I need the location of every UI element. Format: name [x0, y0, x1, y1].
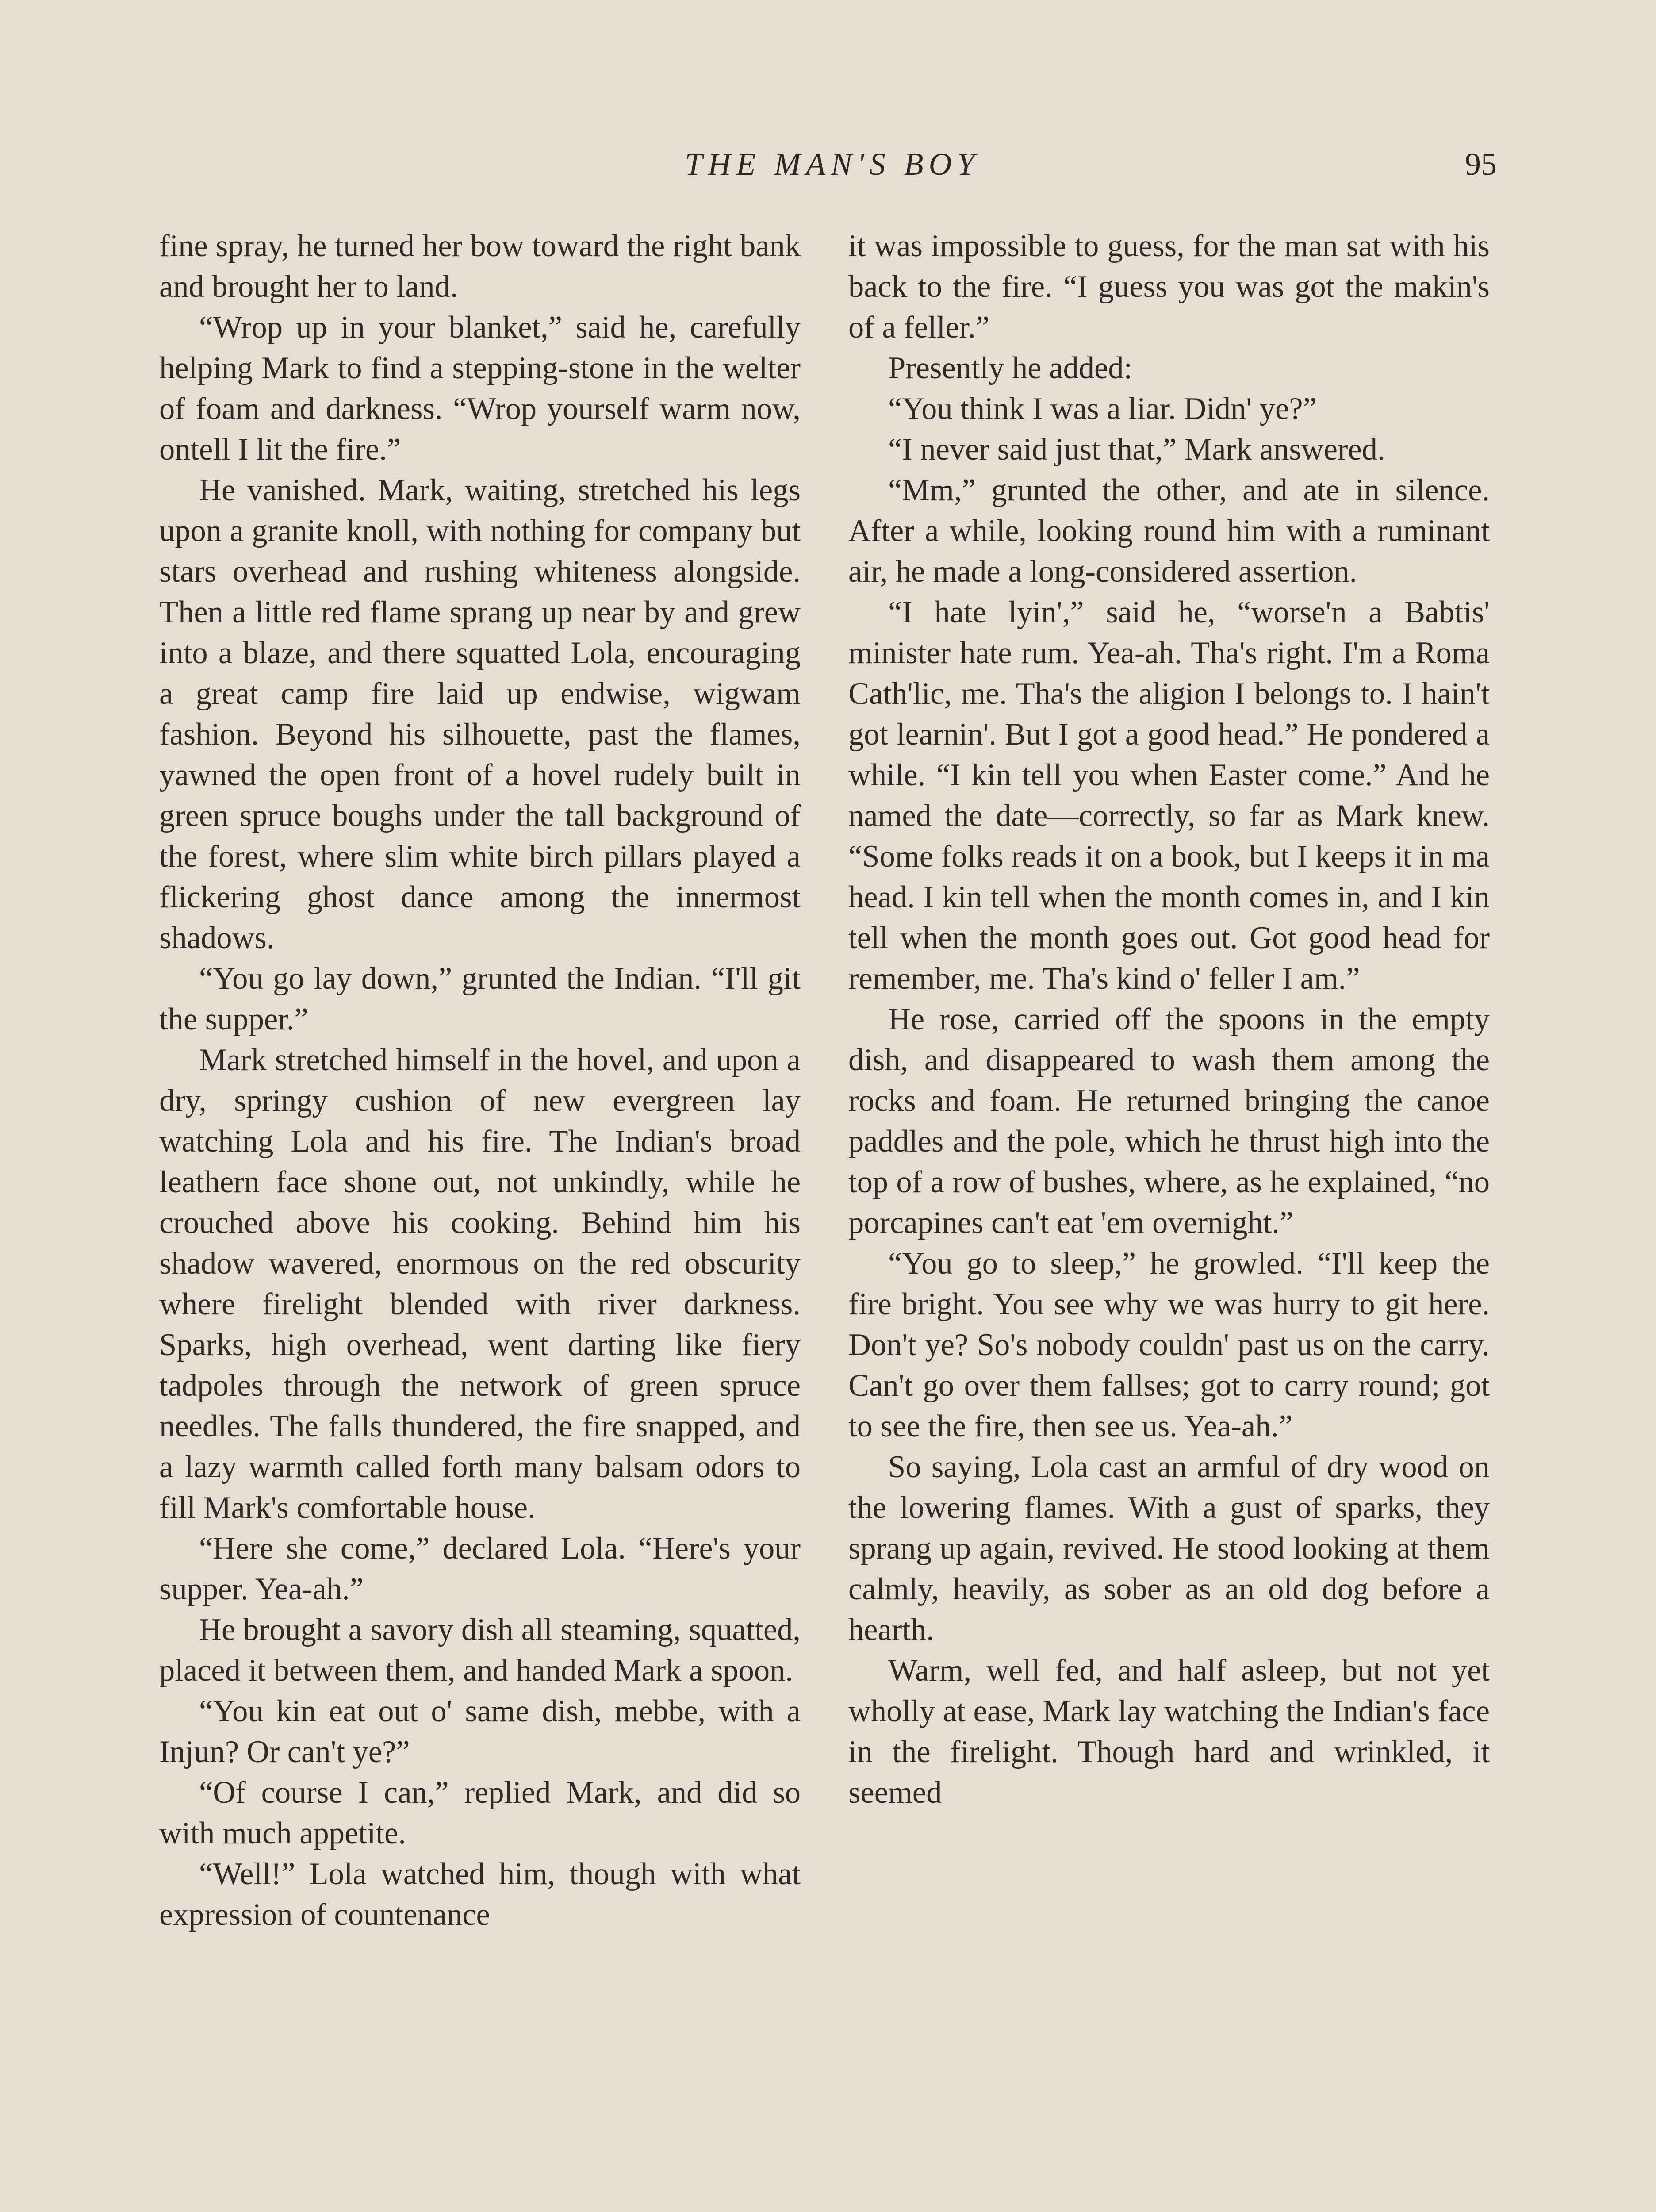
paragraph: “Well!” Lola watched him, though with what expression of countenance: [159, 1857, 801, 1932]
text-column-left: [159, 226, 801, 2212]
running-head-title: THE MAN'S BOY: [685, 146, 980, 182]
paragraph: “I never said just that,” Mark answered.: [888, 432, 1385, 467]
paragraph: “Of course I can,” replied Mark, and did so with much appetite.: [159, 1775, 801, 1851]
page-number: 95: [1465, 146, 1497, 182]
paragraph: “You go to sleep,” he growled. “I'll keep the fire bright. You see why we was hurry to git here. Don't ye? So's nobody couldn' past us on the carry. Can't go over them fallses; got to carry round; got to see the fire, then see us. Yea-ah.”: [848, 1246, 1490, 1444]
paragraph: Warm, well fed, and half asleep, but not yet wholly at ease, Mark lay watching the Indian's face in the firelight. Though hard and wrinkled, it seemed: [848, 1653, 1490, 1810]
paragraph: “You go lay down,” grunted the Indian. “I'll git the supper.”: [159, 961, 801, 1037]
paragraph: Mark stretched himself in the hovel, and upon a dry, springy cushion of new evergreen lay watching Lola and his fire. The Indian's broad leathern face shone out, not unkindly, while he crouched above his cooking. Behind him his shadow wavered, enormous on the red obscurity where firelight blended with river darkness. Sparks, high overhead, went darting like fiery tadpoles through the network of green spruce needles. The falls thundered, the fire snapped, and a lazy warmth called forth many balsam odors to fill Mark's comfortable house.: [159, 1043, 801, 1525]
paragraph: fine spray, he turned her bow toward the right bank and brought her to land.: [159, 229, 801, 304]
paragraph: “I hate lyin',” said he, “worse'n a Babtis' minister hate rum. Yea-ah. Tha's right. I'm a Roma Cath'lic, me. Tha's the aligion I belongs to. I hain't got learnin'. But I got a good head.” He pondered a while. “I kin tell you when Easter come.” And he named the date—correctly, so far as Mark knew. “Some folks reads it on a book, but I keeps it in ma head. I kin tell when the month comes in, and I kin tell when the month goes out. Got good head for remember, me. Tha's kind o' feller I am.”: [848, 595, 1490, 996]
paragraph: So saying, Lola cast an armful of dry wood on the lowering flames. With a gust of sparks, they sprang up again, revived. He stood looking at them calmly, heavily, as sober as an old dog before a hearth.: [848, 1450, 1490, 1647]
paragraph: He vanished. Mark, waiting, stretched his legs upon a granite knoll, with nothing for company but stars overhead and rushing whiteness alongside. Then a little red flame sprang up near by and grew into a blaze, and there squatted Lola, encouraging a great camp fire laid up endwise, wigwam fashion. Beyond his silhouette, past the flames, yawned the open front of a hovel rudely built in green spruce boughs under the tall background of the forest, where slim white birch pillars played a flickering ghost dance among the innermost shadows.: [159, 473, 801, 955]
paragraph: He brought a savory dish all steaming, squatted, placed it between them, and handed Mark a spoon.: [159, 1613, 801, 1688]
paragraph: “Mm,” grunted the other, and ate in silence. After a while, looking round him with a ruminant air, he made a long-considered assertion.: [848, 473, 1490, 589]
paragraph: “Here she come,” declared Lola. “Here's your supper. Yea-ah.”: [159, 1531, 801, 1606]
paragraph: “Wrop up in your blanket,” said he, carefully helping Mark to find a stepping-stone in the welter of foam and darkness. “Wrop yourself warm now, ontell I lit the fire.”: [159, 310, 801, 467]
paragraph: “You think I was a liar. Didn' ye?”: [888, 392, 1317, 426]
text-column-right: [848, 226, 1490, 2212]
running-head: [159, 142, 1506, 195]
paragraph: “You kin eat out o' same dish, mebbe, with a Injun? Or can't ye?”: [159, 1694, 801, 1769]
paragraph: He rose, carried off the spoons in the empty dish, and disappeared to wash them among the rocks and foam. He returned bringing the canoe paddles and the pole, which he thrust high into the top of a row of bushes, where, as he explained, “no porcapines can't eat 'em overnight.”: [848, 1002, 1490, 1240]
paragraph: it was impossible to guess, for the man sat with his back to the fire. “I guess you was got the makin's of a feller.”: [848, 229, 1490, 345]
paragraph: Presently he added:: [888, 351, 1133, 385]
